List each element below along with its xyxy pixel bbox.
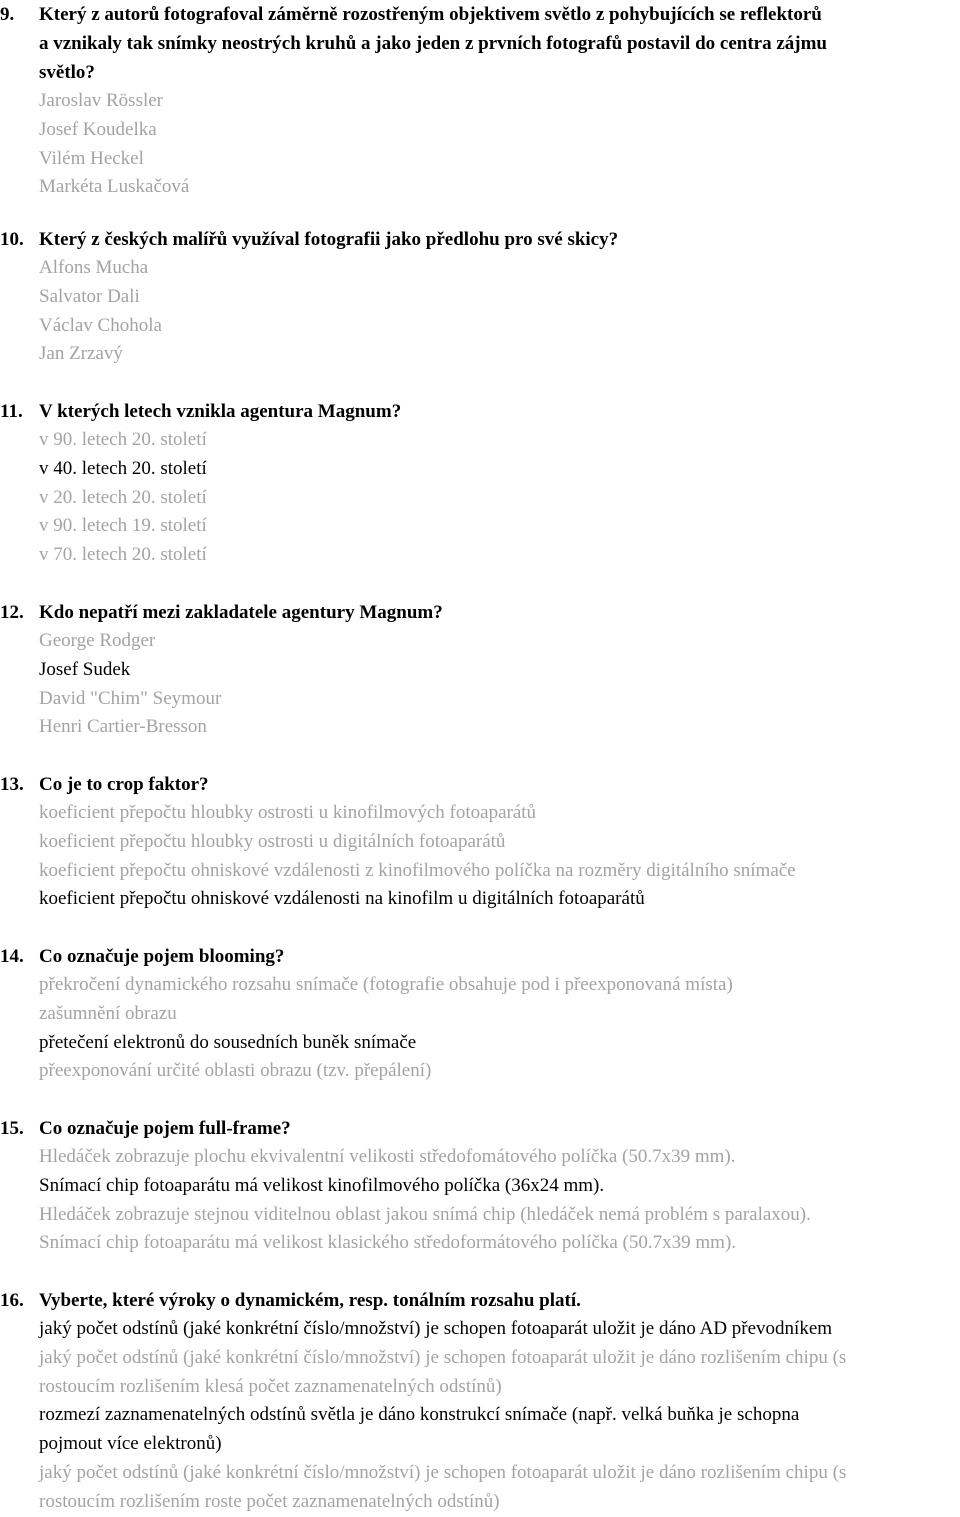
answer-option: koeficient přepočtu hloubky ostrosti u kinofilmových fotoaparátů (39, 802, 537, 823)
question-text: Který z českých malířů využíval fotografii jako předlohu pro své skicy? (39, 229, 619, 250)
question-number: 9. (0, 4, 15, 25)
answer-option: Salvator Dali (39, 285, 140, 307)
question-number: 13. (0, 774, 24, 795)
question-number: 10. (0, 229, 24, 250)
answer-option: rostoucím rozlišením klesá počet zaznamenatelných odstínů) (39, 1375, 502, 1397)
question-text: Co označuje pojem full-frame? (39, 1118, 291, 1139)
answer-option: jaký počet odstínů (jaké konkrétní číslo/množství) je schopen fotoaparát uložit je dáno rozlišením chipu (s (39, 1346, 847, 1368)
answer-option-correct: Josef Sudek (39, 658, 131, 680)
question-block (0, 942, 960, 1086)
question-heading (0, 942, 960, 971)
answer-option: Jaroslav Rössler (39, 90, 164, 111)
question-number: 16. (0, 1290, 24, 1311)
question-block (0, 0, 960, 202)
answer-option: koeficient přepočtu ohniskové vzdálenosti z kinofilmového políčka na rozměry digitálního snímače (39, 859, 796, 881)
question-heading (0, 1286, 960, 1315)
question-heading (0, 770, 960, 799)
answer-option: v 70. letech 20. století (39, 544, 207, 566)
answer-option-correct: pojmout více elektronů) (39, 1433, 222, 1455)
question-number: 14. (0, 946, 24, 967)
question-heading (0, 397, 960, 426)
question-block (0, 770, 960, 914)
question-number: 12. (0, 602, 24, 623)
answer-option-correct: přetečení elektronů do sousedních buněk snímače (39, 1031, 417, 1053)
answer-option: koeficient přepočtu hloubky ostrosti u digitálních fotoaparátů (39, 830, 506, 852)
answer-option-correct: koeficient přepočtu ohniskové vzdálenosti na kinofilm u digitálních fotoaparátů (39, 888, 645, 910)
answer-option: George Rodger (39, 630, 156, 651)
question-text: světlo? (39, 62, 95, 83)
answer-option-correct: v 40. letech 20. století (39, 457, 207, 479)
answer-option-correct: Snímací chip fotoaparátu má velikost kinofilmového políčka (36x24 mm). (39, 1174, 605, 1196)
question-number: 11. (0, 401, 23, 422)
answer-option: Henri Cartier-Bresson (39, 716, 207, 738)
question-text: V kterých letech vznikla agentura Magnum? (39, 401, 402, 422)
question-heading (0, 225, 960, 254)
answer-option: Václav Chohola (39, 314, 162, 336)
answer-option: Josef Koudelka (39, 118, 157, 140)
answer-option: Alfons Mucha (39, 257, 149, 278)
question-number: 15. (0, 1118, 24, 1139)
question-block (0, 598, 960, 742)
question-heading (0, 1114, 960, 1143)
answer-option-correct: jaký počet odstínů (jaké konkrétní číslo/množství) je schopen fotoaparát uložit je dáno AD převodníkem (39, 1318, 833, 1339)
answer-option: překročení dynamického rozsahu snímače (fotografie obsahuje pod i přeexponovaná místa) (39, 974, 733, 995)
answer-option: v 90. letech 20. století (39, 429, 207, 450)
question-heading (0, 0, 960, 29)
question-text: Kdo nepatří mezi zakladatele agentury Magnum? (39, 602, 443, 623)
answer-option: v 90. letech 19. století (39, 515, 207, 537)
question-text: Co označuje pojem blooming? (39, 946, 285, 967)
answer-option: Snímací chip fotoaparátu má velikost klasického středoformátového políčka (50.7x39 mm). (39, 1232, 737, 1254)
question-text: Který z autorů fotografoval záměrně rozostřeným objektivem světlo z pohybujících se reflektorů (39, 4, 822, 25)
question-block (0, 1114, 960, 1258)
question-block (0, 1286, 960, 1517)
answer-option: přeexponování určité oblasti obrazu (tzv. přepálení) (39, 1060, 432, 1082)
question-heading (0, 598, 960, 627)
answer-option: Vilém Heckel (39, 147, 144, 169)
answer-option: Jan Zrzavý (39, 343, 123, 365)
answer-option: rostoucím rozlišením roste počet zaznamenatelných odstínů) (39, 1490, 500, 1512)
question-heading (0, 58, 960, 87)
question-block (0, 397, 960, 570)
answer-option: v 20. letech 20. století (39, 486, 207, 508)
answer-option: Hledáček zobrazuje stejnou viditelnou oblast jakou snímá chip (hledáček nemá problém s paralaxou). (39, 1203, 811, 1225)
question-heading (0, 29, 960, 58)
question-text: a vznikaly tak snímky neostrých kruhů a jako jeden z prvních fotografů postavil do centra zájmu (39, 33, 827, 54)
question-block (0, 225, 960, 369)
answer-option: Hledáček zobrazuje plochu ekvivalentní velikosti středofomátového políčka (50.7x39 mm). (39, 1146, 736, 1167)
question-text: Co je to crop faktor? (39, 774, 209, 795)
answer-option: zašumnění obrazu (39, 1002, 177, 1024)
question-text: Vyberte, které výroky o dynamickém, resp. tonálním rozsahu platí. (39, 1290, 581, 1311)
answer-option: David "Chim" Seymour (39, 687, 222, 709)
answer-option: jaký počet odstínů (jaké konkrétní číslo/množství) je schopen fotoaparát uložit je dáno rozlišením chipu (s (39, 1461, 847, 1483)
answer-option: Markéta Luskačová (39, 176, 190, 198)
answer-option-correct: rozmezí zaznamenatelných odstínů světla je dáno konstrukcí snímače (např. velká buňka je schopna (39, 1404, 800, 1426)
